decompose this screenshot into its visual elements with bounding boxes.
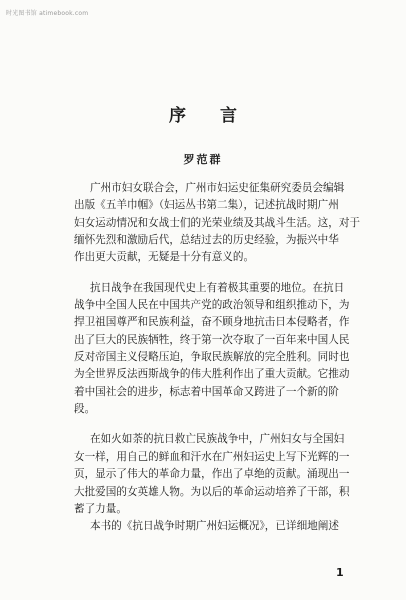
- text-line: 反对帝国主义侵略压迫，争取民族解放的完全胜利。同时也: [74, 351, 350, 364]
- paragraph-gap: [74, 267, 382, 280]
- page-title: 序 言: [169, 106, 251, 126]
- text-line: 出版《五羊巾帼》（妇运丛书第二集），记述抗战时期广州: [74, 199, 339, 212]
- author-name: 罗范群: [183, 153, 223, 166]
- text-line: 出了巨大的民族牺牲，终于第一次夺取了一百年来中国人民: [74, 333, 350, 346]
- text-line: 战争中全国人民在中国共产党的政治领导和组织推动下，为: [74, 299, 350, 312]
- preface-body: [74, 180, 382, 536]
- paragraph-2: [74, 280, 382, 419]
- text-line: 页，显示了伟大的革命力量，作出了卓绝的贡献。涌现出一: [74, 468, 350, 481]
- text-line: 缅怀先烈和激励后代，总结过去的历史经验，为振兴中华: [74, 234, 339, 247]
- text-line: 本书的《抗日战争时期广州妇运概况》，已详细地阐述: [90, 520, 339, 533]
- text-line: 着中国社会的进步，标志着中国革命又跨进了一个新的阶: [74, 385, 339, 398]
- text-line: 为全世界反法西斯战争的伟大胜利作出了重大贡献。它推动: [74, 368, 350, 381]
- text-line: 作出更大贡献，无疑是十分有意义的。: [74, 251, 255, 264]
- page-number: 1: [336, 566, 344, 579]
- text-line: 蓄了力量。: [74, 502, 127, 515]
- text-line: 女一样，用自己的鲜血和汗水在广州妇运史上写下光辉的一: [74, 450, 350, 463]
- paragraph-4: [74, 518, 382, 535]
- text-line: 广州市妇女联合会，广州市妇运史征集研究委员会编辑: [90, 182, 345, 194]
- site-watermark: 时光图书馆 atimebook.com: [6, 10, 89, 17]
- text-line: 抗日战争在我国现代史上有着极其重要的地位。在抗日: [90, 281, 345, 294]
- text-line: 捍卫祖国尊严和民族利益，奋不顾身地抗击日本侵略者，作: [74, 316, 350, 329]
- text-line: 段。: [74, 403, 96, 416]
- text-line: 妇女运动情况和女战士们的光荣业绩及其战斗生活。这，对于: [74, 216, 361, 229]
- text-line: 在如火如荼的抗日救亡民族战争中，广州妇女与全国妇: [90, 433, 345, 446]
- paragraph-3: [74, 431, 382, 518]
- paragraph-1: [74, 180, 382, 267]
- text-line: 大批爱国的女英雄人物。为以后的革命运动培养了干部，积: [74, 485, 350, 498]
- paragraph-gap: [74, 418, 382, 431]
